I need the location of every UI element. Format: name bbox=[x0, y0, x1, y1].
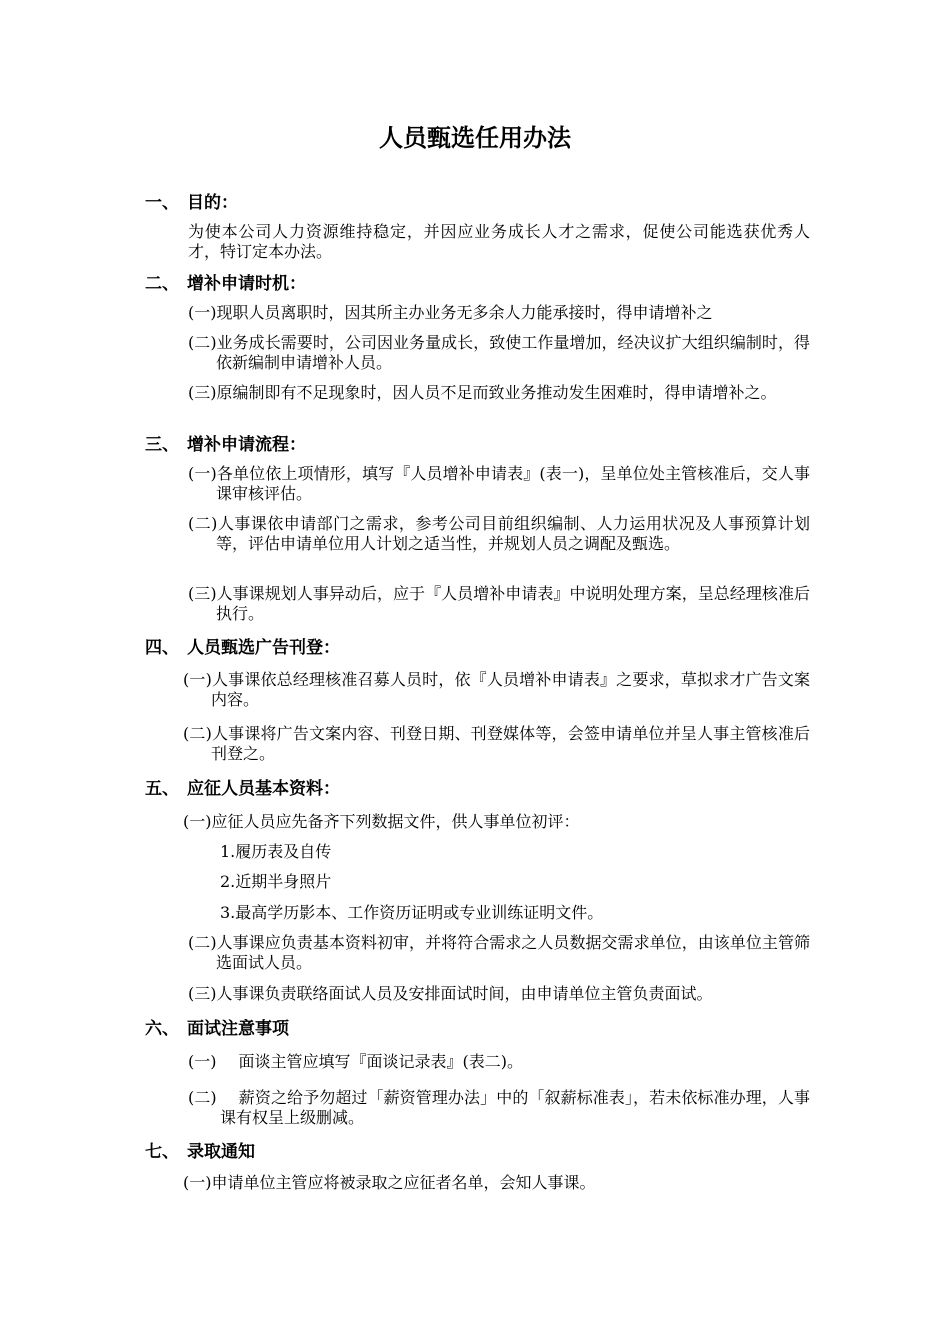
section-heading-6 bbox=[145, 1018, 289, 1040]
item-marker: (一) bbox=[188, 1052, 217, 1071]
section-title: 面试注意事项 bbox=[187, 1019, 289, 1039]
section-heading-3 bbox=[145, 434, 306, 456]
section-paragraph: 为使本公司人力资源维持稳定，并因应业务成长人才之需求，促使公司能选获优秀人才，特订定本办法。 bbox=[188, 222, 810, 261]
section-title: 应征人员基本资料： bbox=[187, 779, 340, 799]
section-number: 六、 bbox=[145, 1019, 179, 1039]
section-number: 三、 bbox=[145, 435, 179, 455]
section-heading-2 bbox=[145, 273, 306, 295]
list-item bbox=[188, 1088, 810, 1128]
list-item: (一)应征人员应先备齐下列数据文件，供人事单位初评： bbox=[183, 812, 580, 831]
section-number: 七、 bbox=[145, 1142, 179, 1162]
document-title: 人员甄选任用办法 bbox=[379, 124, 571, 152]
sub-list-item: 3.最高学历影本、工作资历证明或专业训练证明文件。 bbox=[220, 903, 604, 922]
list-item: (二)业务成长需要时，公司因业务量成长，致使工作量增加，经决议扩大组织编制时，得依新编制申请增补人员。 bbox=[188, 333, 810, 372]
list-item: (二)人事课将广告文案内容、刊登日期、刊登媒体等，会签申请单位并呈人事主管核准后刊登之。 bbox=[183, 724, 810, 763]
sub-list-item: 1.履历表及自传 bbox=[220, 842, 332, 861]
list-item: (一)现职人员离职时，因其所主办业务无多余人力能承接时，得申请增补之 bbox=[188, 303, 713, 322]
section-number: 二、 bbox=[145, 274, 179, 294]
section-number: 一、 bbox=[145, 193, 179, 213]
list-item: (三)人事课规划人事异动后，应于『人员增补申请表』中说明处理方案，呈总经理核准后执行。 bbox=[188, 584, 810, 623]
item-text: 薪资之给予勿超过「薪资管理办法」中的「叙薪标准表」，若未依标准办理，人事课有权呈上级删减。 bbox=[220, 1088, 810, 1127]
item-text: 面谈主管应填写『面谈记录表』(表二)。 bbox=[238, 1052, 523, 1071]
section-heading-4 bbox=[145, 637, 340, 659]
section-number: 四、 bbox=[145, 638, 179, 658]
section-title: 目的： bbox=[187, 193, 238, 213]
list-item: (三)人事课负责联络面试人员及安排面试时间，由申请单位主管负责面试。 bbox=[188, 984, 713, 1003]
list-item: (一)各单位依上项情形，填写『人员增补申请表』(表一)，呈单位处主管核准后，交人事课审核评估。 bbox=[188, 464, 810, 503]
section-heading-1 bbox=[145, 192, 238, 214]
list-item: (一)人事课依总经理核准召募人员时，依『人员增补申请表』之要求，草拟求才广告文案内容。 bbox=[183, 670, 810, 709]
list-item: (一)申请单位主管应将被录取之应征者名单，会知人事课。 bbox=[183, 1173, 596, 1192]
section-heading-5 bbox=[145, 778, 340, 800]
section-number: 五、 bbox=[145, 779, 179, 799]
section-title: 人员甄选广告刊登： bbox=[187, 638, 340, 658]
section-title: 增补申请流程： bbox=[187, 435, 306, 455]
section-title: 增补申请时机： bbox=[187, 274, 306, 294]
item-marker: (二) bbox=[188, 1088, 217, 1107]
sub-list-item: 2.近期半身照片 bbox=[220, 872, 332, 891]
list-item: (二)人事课应负责基本资料初审，并将符合需求之人员数据交需求单位，由该单位主管筛选面试人员。 bbox=[188, 933, 810, 972]
section-heading-7 bbox=[145, 1141, 255, 1163]
list-item bbox=[188, 1052, 810, 1072]
list-item: (三)原编制即有不足现象时，因人员不足而致业务推动发生困难时，得申请增补之。 bbox=[188, 383, 777, 402]
section-title: 录取通知 bbox=[187, 1142, 255, 1162]
list-item: (二)人事课依申请部门之需求，参考公司目前组织编制、人力运用状况及人事预算计划等，评估申请单位用人计划之适当性，并规划人员之调配及甄选。 bbox=[188, 514, 810, 553]
